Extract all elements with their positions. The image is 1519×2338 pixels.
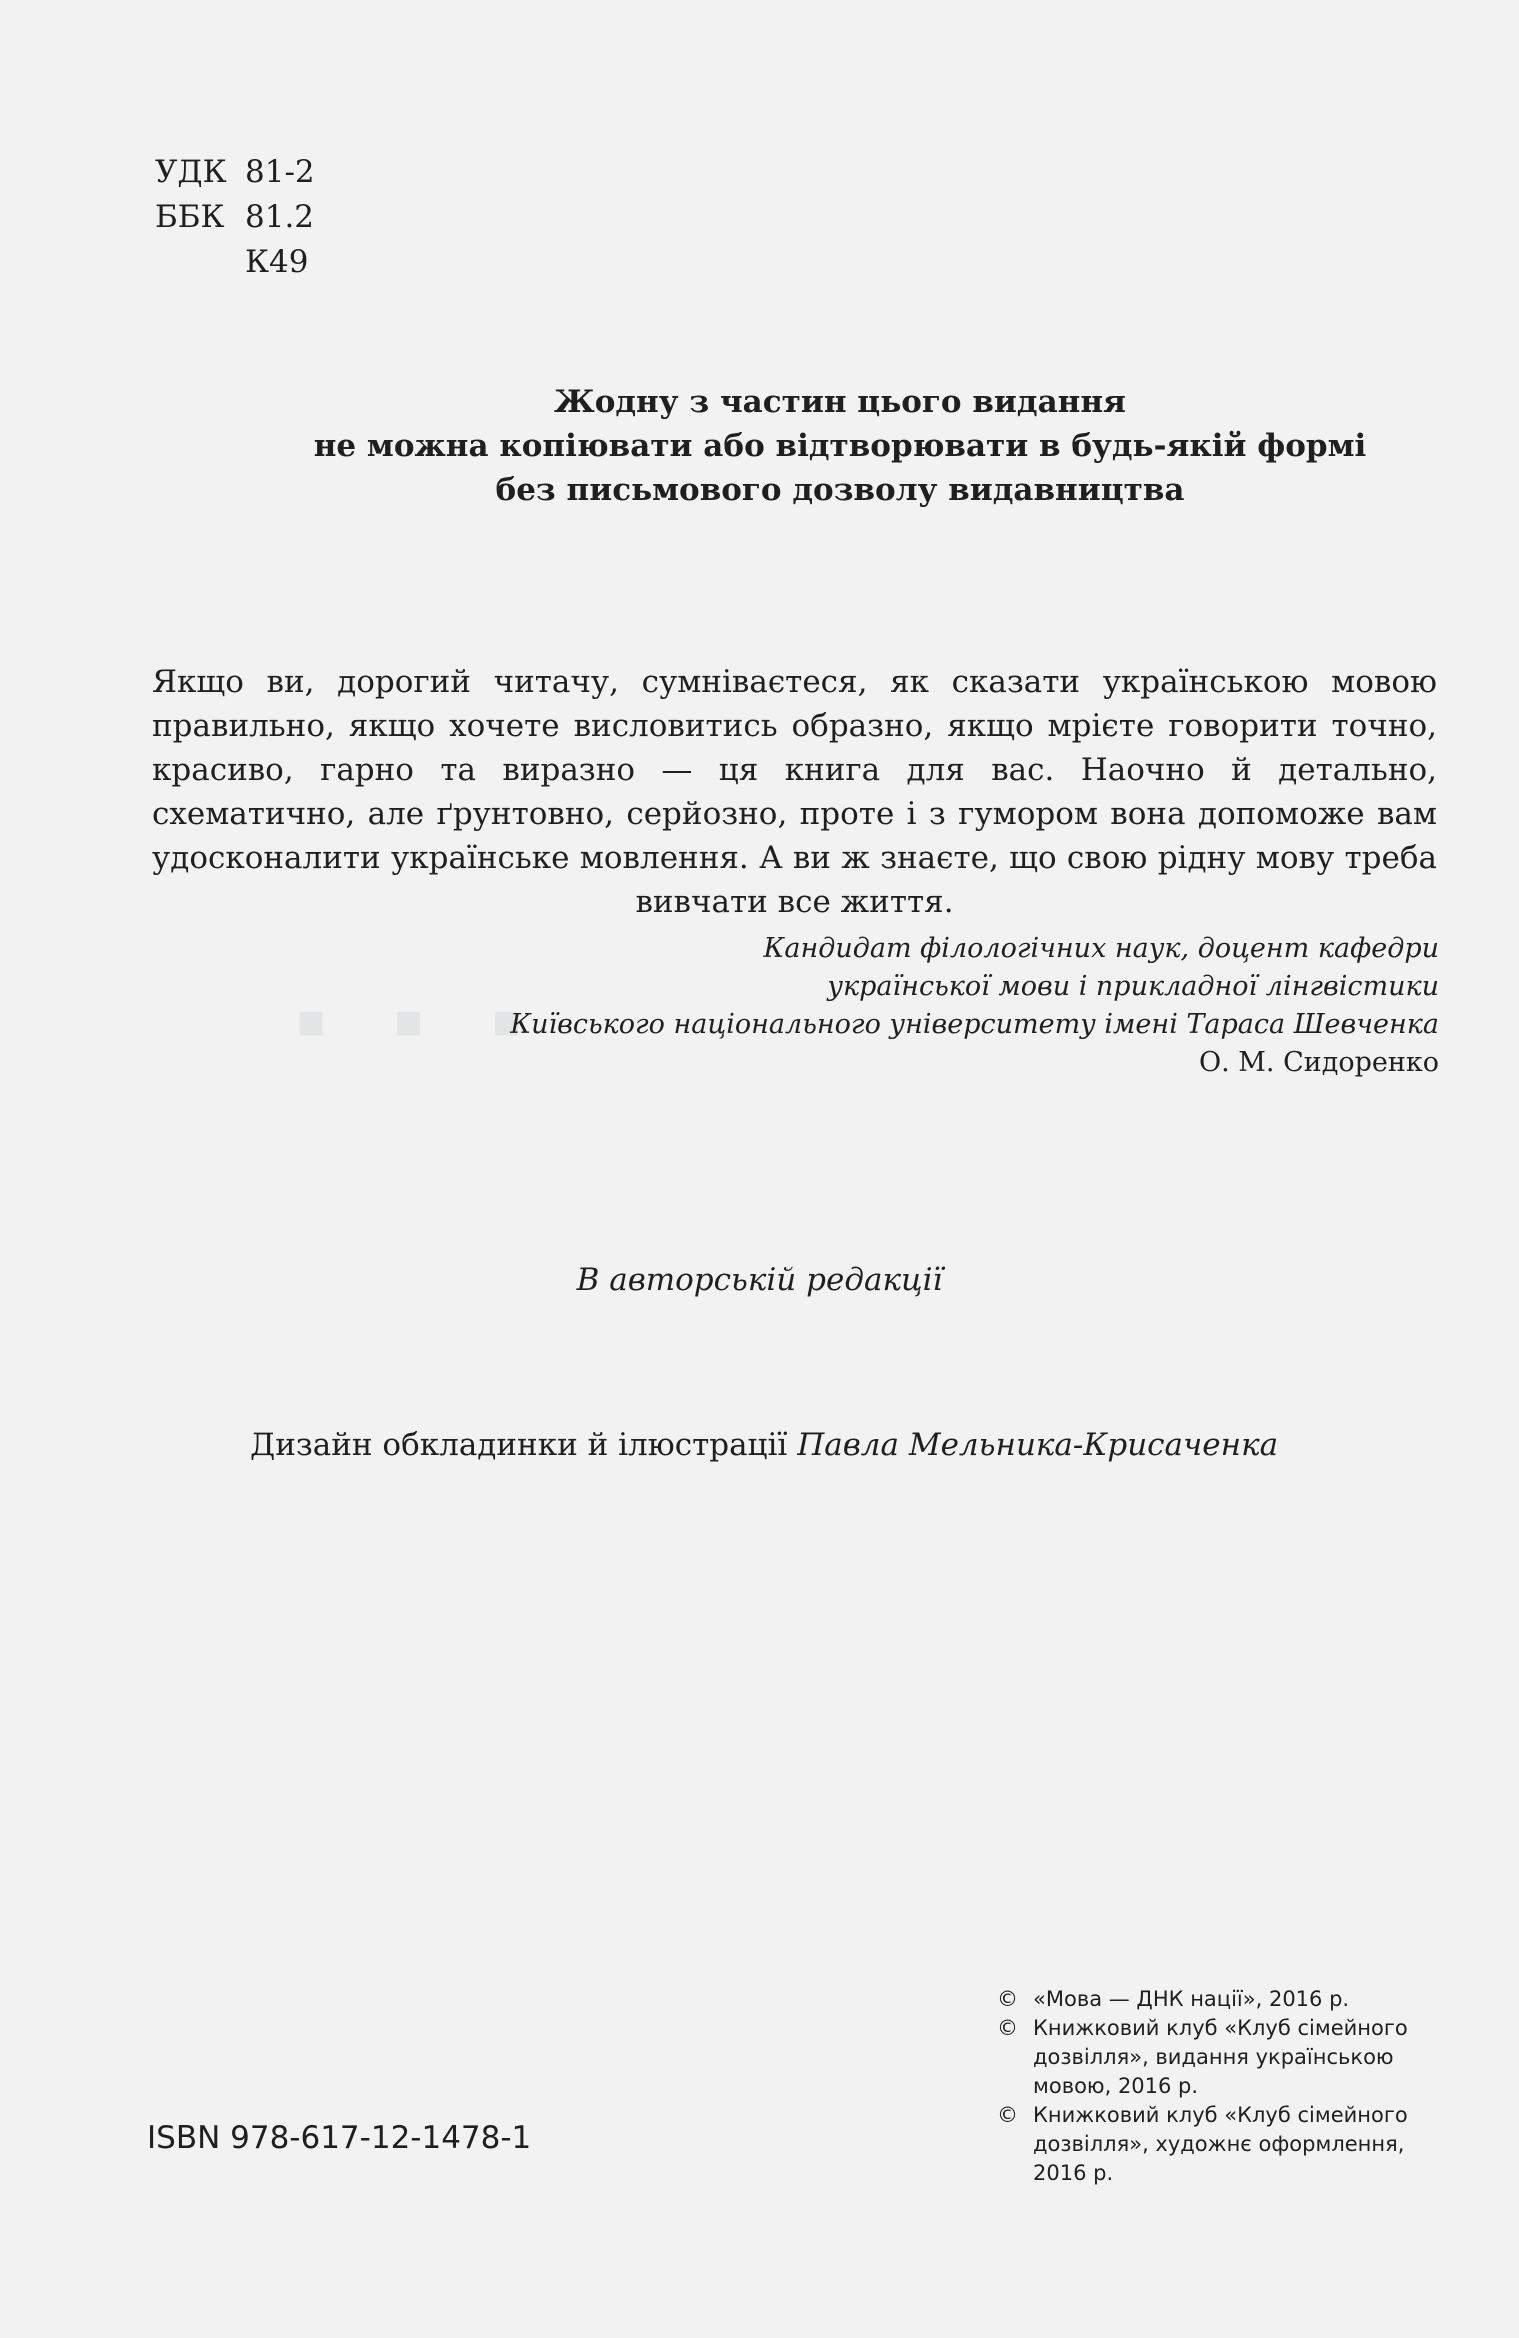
book-annotation: Якщо ви, дорогий читачу, сумніваєтеся, як сказати українською мовою правильно, якщо хочете висловитись образно, якщо мрієте говорити точно, красиво, гарно та виразно — ця книга для вас. Наочно й детально, схематично, але ґрунтовно, серйозно, проте і з гумором вона допоможе вам удосконалити українське мовлення. А ви ж знаєте, що свою рідну мову треба вивчати все життя. xyxy=(152,664,1437,920)
udk-value: 81-2 xyxy=(245,154,315,190)
reviewer-name: О. М. Сидоренко xyxy=(1198,1047,1439,1078)
design-credit xyxy=(250,1427,1278,1463)
udk-label: УДК xyxy=(155,154,227,190)
copyright-list xyxy=(997,1985,1437,2188)
isbn: ISBN 978-617-12-1478-1 xyxy=(147,2120,532,2156)
notice-line-2: не можна копіювати або відтворювати в будь-якій формі xyxy=(313,428,1367,464)
notice-line-1: Жодну з частин цього видання xyxy=(554,384,1126,420)
copyright-mark: © xyxy=(997,1987,1018,2011)
reviewer-line-2: української мови і прикладної лінгвістики xyxy=(827,971,1439,1002)
reviewer-line-1: Кандидат філологічних наук, доцент кафедри xyxy=(763,933,1439,964)
copyright-mark: © xyxy=(997,2103,1018,2127)
design-credit-artist: Павла Мельника-Крисаченка xyxy=(797,1427,1279,1463)
copyright-mark: © xyxy=(997,2016,1018,2040)
reviewer-line-3: Київського національного університету імені Тараса Шевченка xyxy=(510,1009,1439,1040)
classification-block xyxy=(155,150,315,285)
notice-line-3: без письмового дозволу видавництва xyxy=(495,472,1185,508)
bbk-label: ББК xyxy=(155,199,225,235)
reviewer-signature xyxy=(510,930,1439,1082)
author-mark: К49 xyxy=(245,244,309,280)
copyright-notice xyxy=(230,380,1450,512)
copyright-item xyxy=(997,2014,1437,2101)
copyright-text: «Мова — ДНК нації», 2016 р. xyxy=(1033,1987,1350,2011)
copyright-item xyxy=(997,2101,1437,2188)
edition-note: В авторській редакції xyxy=(576,1262,943,1298)
udk-row xyxy=(155,150,315,195)
show-through-artwork: · · · xyxy=(280,932,529,1111)
copyright-text: Книжковий клуб «Клуб сімейного дозвілля», художнє оформлення, 2016 р. xyxy=(1033,2103,1408,2185)
bbk-row xyxy=(155,195,315,240)
bbk-value: 81.2 xyxy=(245,199,315,235)
copyright-text: Книжковий клуб «Клуб сімейного дозвілля», видання українською мовою, 2016 р. xyxy=(1033,2016,1408,2098)
copyright-item xyxy=(997,1985,1437,2014)
design-credit-label: Дизайн обкладинки й ілюстрації xyxy=(250,1427,788,1463)
